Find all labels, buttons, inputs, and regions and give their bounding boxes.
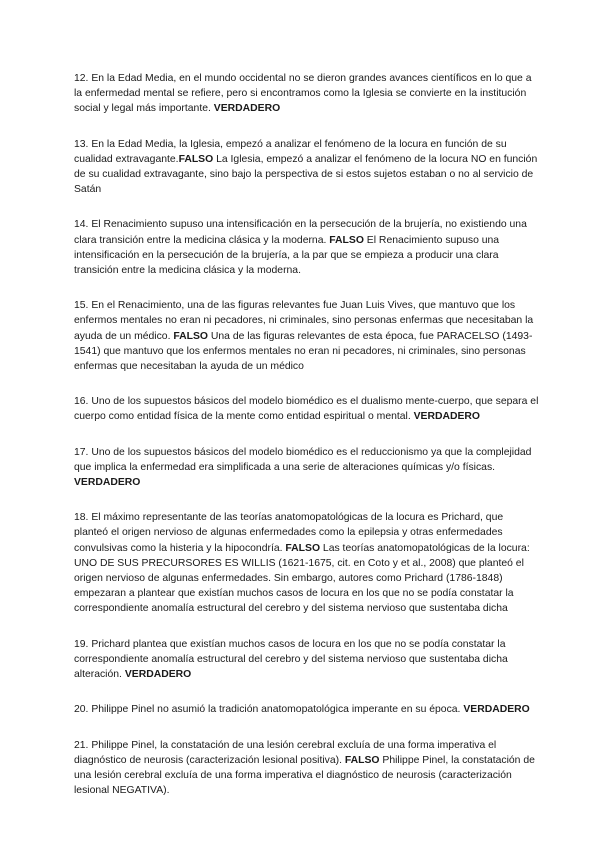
question-text: 17. Uno de los supuestos básicos del modelo biomédico es el reduccionismo ya que la complejidad que implica la enfermedad era simplificada a una serie de alteraciones químicas y/o físicas. [74, 446, 532, 473]
question-14 [74, 217, 540, 278]
answer-verdict: VERDADERO [463, 704, 530, 716]
question-text: 16. Uno de los supuestos básicos del modelo biomédico es el dualismo mente-cuerpo, que separa el cuerpo como entidad física de la mente como entidad espiritual o mental. [74, 396, 539, 423]
question-15 [74, 298, 540, 374]
answer-verdict: VERDADERO [124, 669, 192, 681]
question-text: 15. En el Renacimiento, una de las figuras relevantes fue Juan Luis Vives, que mantuvo que los enfermos mentales no eran ni pecadores, ni criminales, sino personas enfermas que necesitaban la ayuda de un médico. [74, 300, 534, 342]
answer-verdict: FALSO [285, 542, 321, 554]
question-21 [74, 738, 540, 799]
question-text: 18. El máximo representante de las teorías anatomopatológicas de la locura es Prichard, que planteó el origen nervioso de algunas enfermedades como la epilepsia y otras enfermedades convulsivas como la histeria y la hipocondría. [74, 512, 504, 554]
answer-verdict: FALSO [178, 153, 214, 165]
question-text: 13. En la Edad Media, la Iglesia, empezó a analizar el fenómeno de la locura en función de su cualidad extravagante. [74, 138, 507, 165]
question-18 [74, 510, 540, 616]
question-text: 21. Philippe Pinel, la constatación de una lesión cerebral excluía de una forma imperativa el diagnóstico de neurosis (caracterización lesional positiva). [74, 739, 497, 766]
question-text: 19. Prichard plantea que existían muchos casos de locura en los que no se podía constatar la correspondiente anomalía estructural del cerebro y del sistema nervioso que sustentaba dicha alteración. [74, 638, 508, 681]
question-13 [74, 137, 540, 198]
question-text: Una de las figuras relevantes de esta época, fue PARACELSO (1493-1541) que mantuvo que los enfermos mentales no eran ni pecadores, ni criminales, sino personas enfermas que necesitaban la ayuda de un médico [74, 330, 533, 373]
question-17 [74, 445, 540, 491]
answer-verdict: VERDADERO [74, 477, 141, 489]
question-16 [74, 394, 540, 424]
question-19 [74, 637, 540, 683]
question-text: La Iglesia, empezó a analizar el fenómeno de la locura NO en función de su cualidad extravagante, sino bajo la perspectiva de si estos sujetos estaban o no al servicio de Satán [74, 153, 538, 196]
answer-verdict: FALSO [329, 234, 364, 246]
question-text: 14. El Renacimiento supuso una intensificación en la persecución de la brujería, no existiendo una clara transición entre la medicina clásica y la moderna. [74, 219, 527, 246]
question-20 [74, 702, 540, 717]
question-12 [74, 71, 540, 117]
answer-verdict: FALSO [173, 330, 208, 342]
answer-verdict: VERDADERO [413, 411, 481, 423]
question-text: El Renacimiento supuso una intensificación en la persecución de la brujería, a la par que se empieza a producir una clara transición entre la medicina clásica y la moderna. [74, 234, 500, 277]
answer-verdict: FALSO [344, 754, 380, 766]
question-list [74, 71, 540, 798]
question-text: 12. En la Edad Media, en el mundo occidental no se dieron grandes avances científicos en lo que a la enfermedad mental se refiere, pero si encontramos como la Iglesia se convierte en la institución social y legal más importante. [74, 73, 532, 115]
answer-verdict: VERDADERO [213, 103, 281, 115]
question-text: 20. Philippe Pinel no asumió la tradición anatomopatológica imperante en su época. [74, 704, 464, 716]
question-text: Las teorías anatomopatológicas de la locura: UNO DE SUS PRECURSORES ES WILLIS (1621-1675, cit. en Coto y et al., 2008) que planteó el origen nervioso de algunas enfermedades. Sin embargo, autores como Prichard (1786-1848) empezaran a plantear que existían muchos casos de locura en los que no se podía constatar la correspondiente anomalía estructural del cerebro y del sistema nervioso que sustentaba dicha [74, 542, 530, 615]
question-text: Philippe Pinel, la constatación de una lesión cerebral excluía de una forma imperativa el diagnóstico de neurosis (caracterización lesional NEGATIVA). [74, 754, 535, 797]
